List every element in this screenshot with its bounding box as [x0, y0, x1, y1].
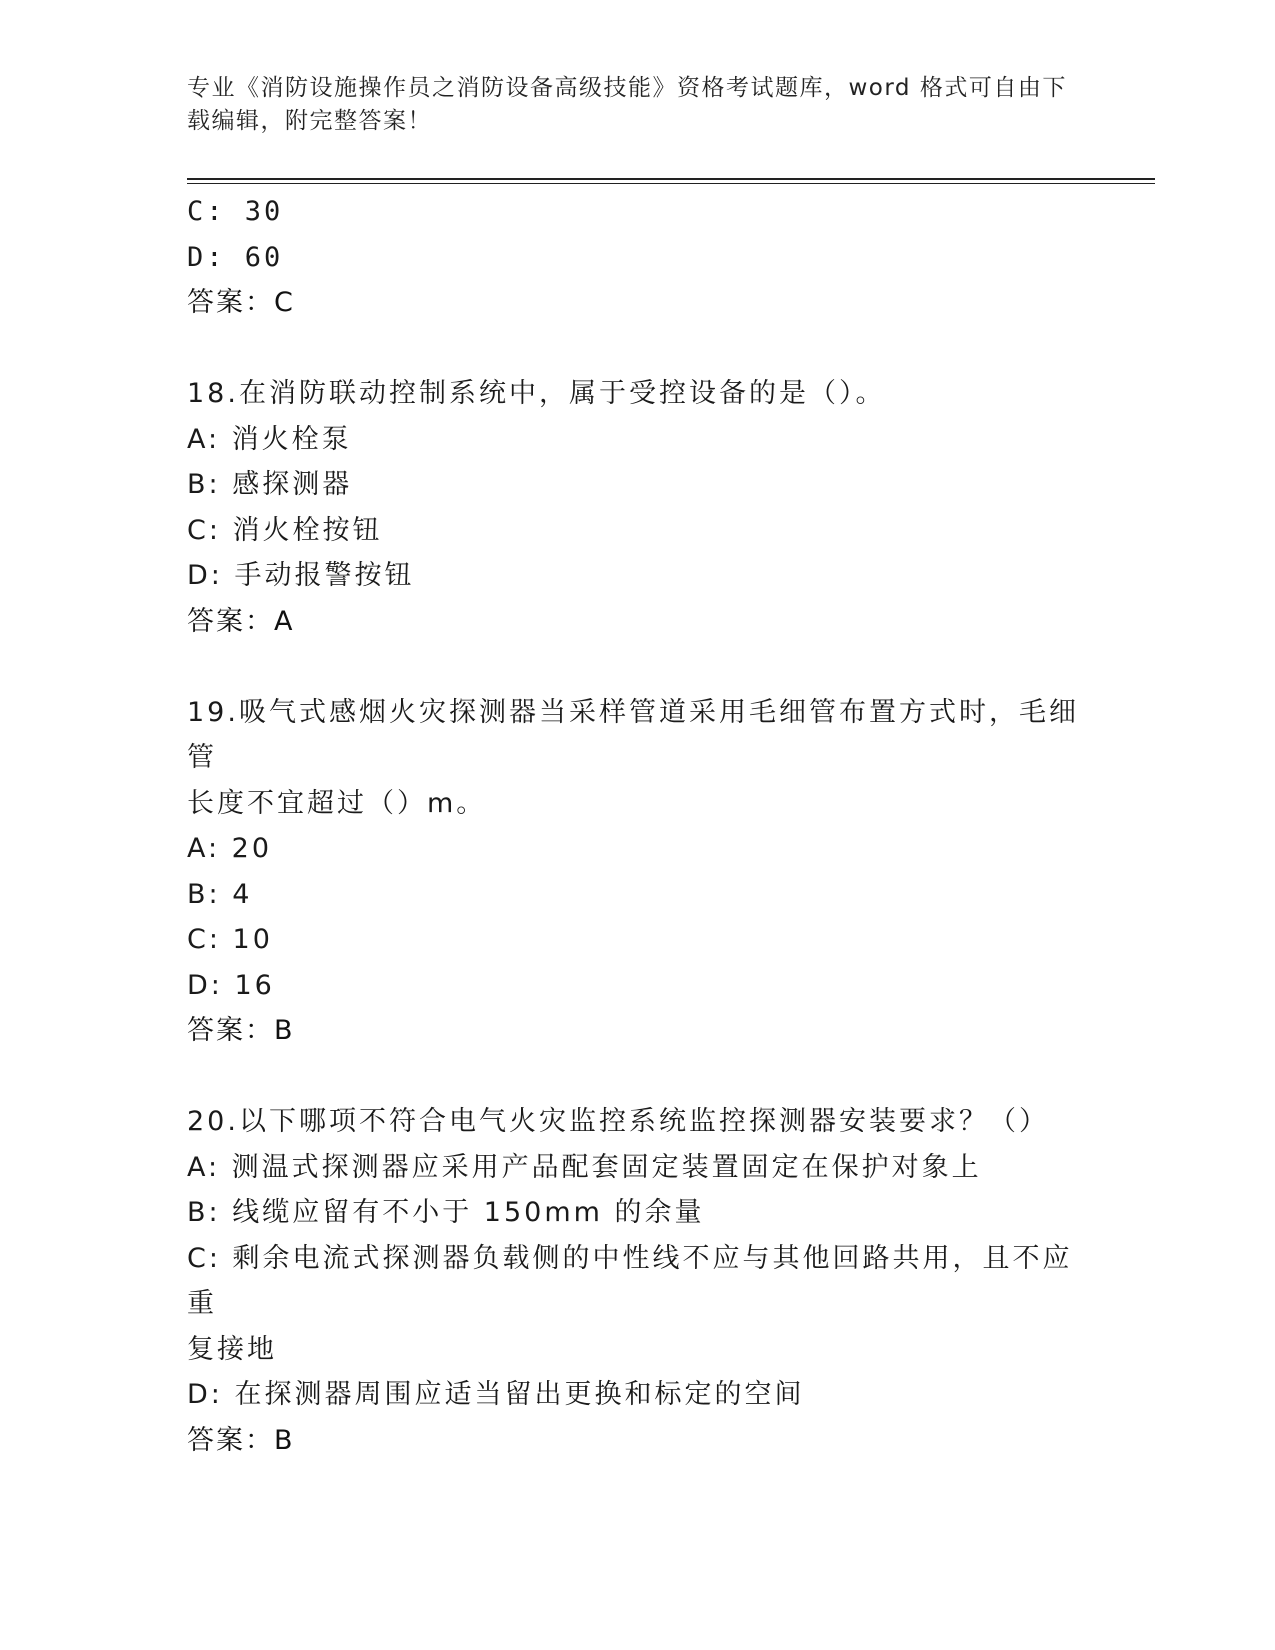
- answer: 答案：B: [187, 1424, 295, 1456]
- question-text: 18.在消防联动控制系统中，属于受控设备的是（）。: [187, 378, 886, 409]
- header-line-1: 专业《消防设施操作员之消防设备高级技能》资格考试题库，word 格式可自由下: [187, 75, 1067, 101]
- option-c: C: 消火栓按钮: [187, 514, 383, 546]
- answer: 答案：C: [187, 287, 295, 318]
- option-b: B: 线缆应留有不小于 150mm 的余量: [187, 1197, 705, 1228]
- answer: 答案：B: [187, 1015, 295, 1046]
- page-header: [187, 72, 1087, 138]
- question-19: [187, 690, 1087, 1054]
- spacer: [187, 1054, 1087, 1100]
- question-18: [187, 371, 1087, 644]
- option-c-continued: 复接地: [187, 1333, 277, 1365]
- answer: 答案：A: [187, 605, 295, 637]
- option-d: D: 16: [187, 969, 275, 1001]
- option-a: A: 消火栓泵: [187, 423, 352, 455]
- option-c: C: 剩余电流式探测器负载侧的中性线不应与其他回路共用，且不应重: [187, 1242, 1073, 1319]
- header-rule-thick: [187, 178, 1155, 180]
- option-b: B: 4: [187, 878, 253, 910]
- question-list: [187, 189, 1087, 1463]
- option-b: B: 感探测器: [187, 469, 353, 500]
- spacer: [187, 644, 1087, 690]
- option-c: C: 30: [187, 196, 284, 227]
- option-c: C: 10: [187, 924, 273, 955]
- header-rule-thin: [187, 183, 1155, 184]
- option-d: D: 手动报警按钮: [187, 560, 415, 591]
- question-text-continued: 长度不宜超过（）m。: [187, 787, 487, 819]
- question-20: [187, 1099, 1087, 1463]
- option-a: A: 20: [187, 833, 273, 864]
- question-text: 19.吸气式感烟火灾探测器当采样管道采用毛细管布置方式时，毛细管: [187, 696, 1079, 773]
- option-a: A: 测温式探测器应采用产品配套固定装置固定在保护对象上: [187, 1151, 982, 1183]
- option-d: D: 在探测器周围应适当留出更换和标定的空间: [187, 1379, 805, 1410]
- option-d: D: 60: [187, 241, 284, 273]
- spacer: [187, 326, 1087, 372]
- question-fragment: [187, 189, 1087, 326]
- header-line-2: 载编辑，附完整答案！: [187, 108, 432, 134]
- question-text: 20.以下哪项不符合电气火灾监控系统监控探测器安装要求？（）: [187, 1106, 1049, 1137]
